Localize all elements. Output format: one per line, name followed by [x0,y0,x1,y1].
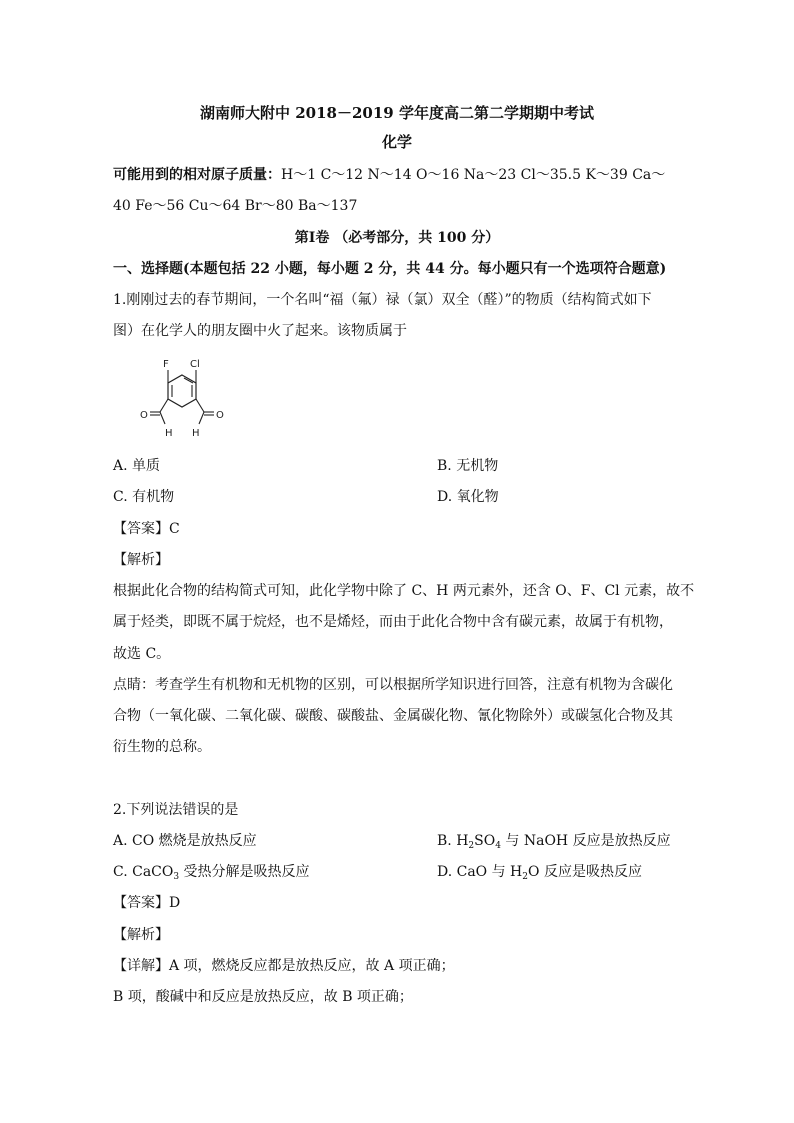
q2-option-d-pre: D. CaO 与 H [437,864,523,880]
q2-analysis-label: 【解析】 [113,927,169,943]
q1-tip-line3: 衍生物的总称。 [113,739,211,755]
q2-option-a: A. CO 燃烧是放热反应 [113,833,257,849]
q2-option-b-pre: B. H [437,833,469,849]
q1-option-b: B. 无机物 [437,458,499,474]
q1-stem-line2: 图）在化学人的朋友圈中火了起来。该物质属于 [113,323,407,339]
q2-option-c-sub: 3 [173,872,180,882]
atom-h-right-label: H [192,428,200,439]
q2-option-b [437,832,671,850]
q1-tip-line1: 点睛：考查学生有机物和无机物的区别，可以根据所学知识进行回答，注意有机物为含碳化 [113,677,673,693]
q2-stem: 2.下列说法错误的是 [113,802,239,818]
atomic-masses-values-1: H～1 C～12 N～14 O～16 Na～23 Cl～35.5 K～39 Ca～ [281,167,666,183]
q2-option-b-sub2: 4 [495,841,501,851]
q2-option-c-pre: C. CaCO [113,864,174,880]
q1-option-a: A. 单质 [113,458,161,474]
atom-h-left-label: H [165,428,173,439]
q1-option-d: D. 氧化物 [437,489,499,505]
bond-to-cho-right [196,399,204,412]
q2-option-d-sub: 2 [522,872,529,882]
q1-option-c: C. 有机物 [113,489,175,505]
atom-f-label: F [163,359,169,370]
q2-answer: 【答案】D [113,895,181,911]
q1-analysis-line3: 故选 C。 [113,646,171,662]
q1-analysis-line1: 根据此化合物的结构简式可知，此化学物中除了 C、H 两元素外，还含 O、F、Cl 元素，故不 [113,583,695,599]
atom-o-left-label: O [140,410,148,421]
atom-cl-label: Cl [190,359,200,370]
q2-option-d-post: O 反应是吸热反应 [528,864,642,880]
subject-title: 化学 [381,133,412,151]
q2-detail-line1: 【详解】A 项，燃烧反应都是放热反应，故 A 项正确； [113,958,455,974]
section-heading: 一、选择题(本题包括 22 小题，每小题 2 分，共 44 分。每小题只有一个选项符合题意) [113,261,667,277]
q2-option-c-post: 受热分解是吸热反应 [179,864,310,880]
q1-analysis-label: 【解析】 [113,552,169,568]
q1-analysis-line2: 属于烃类，即既不属于烷烃，也不是烯烃，而由于此化合物中含有碳元素，故属于有机物， [113,614,673,630]
ch-bond-left [160,412,165,424]
bond-to-cho-left [160,399,168,412]
q1-tip-line2: 合物（一氧化碳、二氧化碳、碳酸、碳酸盐、金属碳化物、氰化物除外）或碳氢化合物及其 [113,708,673,724]
q1-stem-line1: 1.刚刚过去的春节期间，一个名叫“福（氟）禄（氯）双全（醛）”的物质（结构简式如下 [113,292,652,308]
q1-answer: 【答案】C [113,521,180,537]
q2-detail-line2: B 项，酸碱中和反应是放热反应，故 B 项正确； [113,989,413,1005]
atom-o-right-label: O [216,410,224,421]
q2-option-d [437,863,642,881]
q2-option-b-mid: SO [474,833,496,849]
q2-option-c [113,863,310,881]
exam-title: 湖南师大附中 2018－2019 学年度高二第二学期期中考试 [200,104,594,122]
part-title: 第Ⅰ卷 （必考部分，共 100 分） [294,230,500,246]
q1-structure-diagram [132,350,232,442]
ch-bond-right [199,412,204,424]
q2-option-b-sub1: 2 [468,841,475,851]
q2-option-b-post: 与 NaOH 反应是放热反应 [500,833,671,849]
atomic-masses-line1 [113,166,665,184]
atomic-masses-line2: 40 Fe～56 Cu～64 Br～80 Ba～137 [113,198,358,214]
atomic-masses-label: 可能用到的相对原子质量： [113,167,281,183]
